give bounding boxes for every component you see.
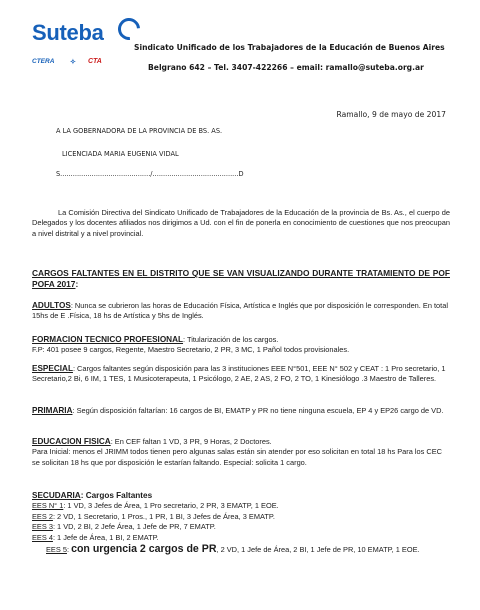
section-label: FORMACION TECNICO PROFESIONAL [32,335,184,344]
flag-icon: ✧ [70,59,76,66]
school-text: , 2 VD, 1 Jefe de Área, 2 BI, 1 Jefe de PR, 10 EMATP, 1 EOE. [216,545,420,555]
section-label: ESPECIAL [32,364,73,373]
school-text: : 1 VD, 3 Jefes de Área, 1 Pro secretario, 2 PR, 3 EMATP, 1 EOE. [63,501,279,511]
school-name: EES 2 [32,511,53,521]
section-text: : En CEF faltan 1 VD, 3 PR, 9 Horas, 2 Doctores. [110,437,272,446]
section-text: : Titularización de los cargos. [183,335,279,344]
school-name: EES 3 [32,522,53,532]
school-item [32,501,450,511]
section-text-line2: F.P: 401 posee 9 cargos, Regente, Maestro Secretario, 2 PR, 3 MC, 1 Pañol todos provisionales. [32,345,350,355]
section-text: : Cargos faltantes según disposición para las 3 instituciones EEE N°501, EEE N° 502 y CEAT : 1 Pro secretario, 1 Secretario,2 Bi, 6 IM, 1 TES, 1 Musicoterapeuta, 1 Psicólogo, 2 AE, 2 AS, 2 FO, 2 TO, 1 Kinesiólogo .3 Maestro de Talleres. [32,364,446,384]
urgent-request: con urgencia 2 cargos de PR [71,543,217,556]
school-item [32,544,450,555]
union-name: Sindicato Unificado de los Trabajadores de la Educación de Buenos Aires [134,43,445,52]
main-title-colon: : [75,279,79,289]
main-title-text: CARGOS FALTANTES EN EL DISTRITO QUE SE VAN VISUALIZANDO DURANTE TRATAMIENTO DE POF POFA 2017 [32,268,450,289]
suteba-logo: Suteba [32,20,104,45]
school-text: : 1 VD, 2 BI, 2 Jefe Área, 1 Jefe de PR, 7 EMATP. [52,522,216,532]
school-name: EES N° 1 [32,501,64,511]
section-especial [32,364,450,385]
contact-address: Belgrano 642 – Tel. 3407-422266 – email: ramallo@suteba.org.ar [148,63,424,72]
cta-logo: CTA [88,58,102,65]
section-secundaria [32,491,450,555]
school-item [32,533,450,543]
section-text: : Según disposición faltarían: 16 cargos de BI, EMATP y PR no tiene ninguna escuela, EP 4 y EP26 cargo de VD. [72,406,444,415]
section-adultos [32,301,450,322]
logo-swirl-icon [114,14,145,45]
school-item [32,512,450,522]
addressee-line-3: S.........................................../.........................................D [56,170,244,178]
ctera-logo: CTERA [32,58,55,65]
section-text: : Nunca se cubrieron las horas de Educación Física, Artística e Inglés que por disposición le corresponden. En total 15hs de E .Física, 18 hs de Artística y 5hs de Inglés. [32,301,448,321]
section-formacion [32,335,450,356]
affiliate-logos [32,58,132,70]
school-name: EES 5 [46,545,67,555]
addressee-line-2: LICENCIADA MARIA EUGENIA VIDAL [62,150,179,158]
secundaria-heading [32,491,450,501]
section-label: EDUCACION FISICA [32,437,111,446]
intro-paragraph: La Comisión Directiva del Sindicato Unificado de Trabajadores de la Educación de la provincia de Bs. As., el cuerpo de Delegados y los docentes afiliados nos dirigimos a Ud. con el fin de ponerla en conocimiento de cuestiones que nos preocupan a nivel distrital y a nivel provincial. [32,208,450,238]
section-educacion-fisica [32,437,450,468]
section-label: ADULTOS [32,301,71,310]
addressee-line-1: A LA GOBERNADORA DE LA PROVINCIA DE BS. AS. [56,127,223,135]
school-name: EES 4 [32,532,53,542]
school-text: : 1 Jefe de Área, 1 BI, 2 EMATP. [52,532,159,542]
section-label: SECUDARIA [32,491,81,500]
section-label: PRIMARIA [32,406,73,415]
school-item [32,522,450,532]
school-text: : 2 VD, 1 Secretario, 1 Pros., 1 PR, 1 BI, 3 Jefes de Área, 3 EMATP. [52,511,275,521]
section-text-line2: Para Inicial: menos el JRIMM todos tienen pero algunas salas están sin atender por eso solicitan en total 18 hs Para los CEC se solicitan 18 hs que por disposición le estarían faltando. Especial: solicita 1 cargo. [32,447,442,467]
section-primaria [32,406,450,416]
section-title-suffix: : Cargos Faltantes [80,491,153,500]
main-title [32,268,450,290]
school-colon: : [66,545,72,555]
letter-date: Ramallo, 9 de mayo de 2017 [336,110,446,119]
